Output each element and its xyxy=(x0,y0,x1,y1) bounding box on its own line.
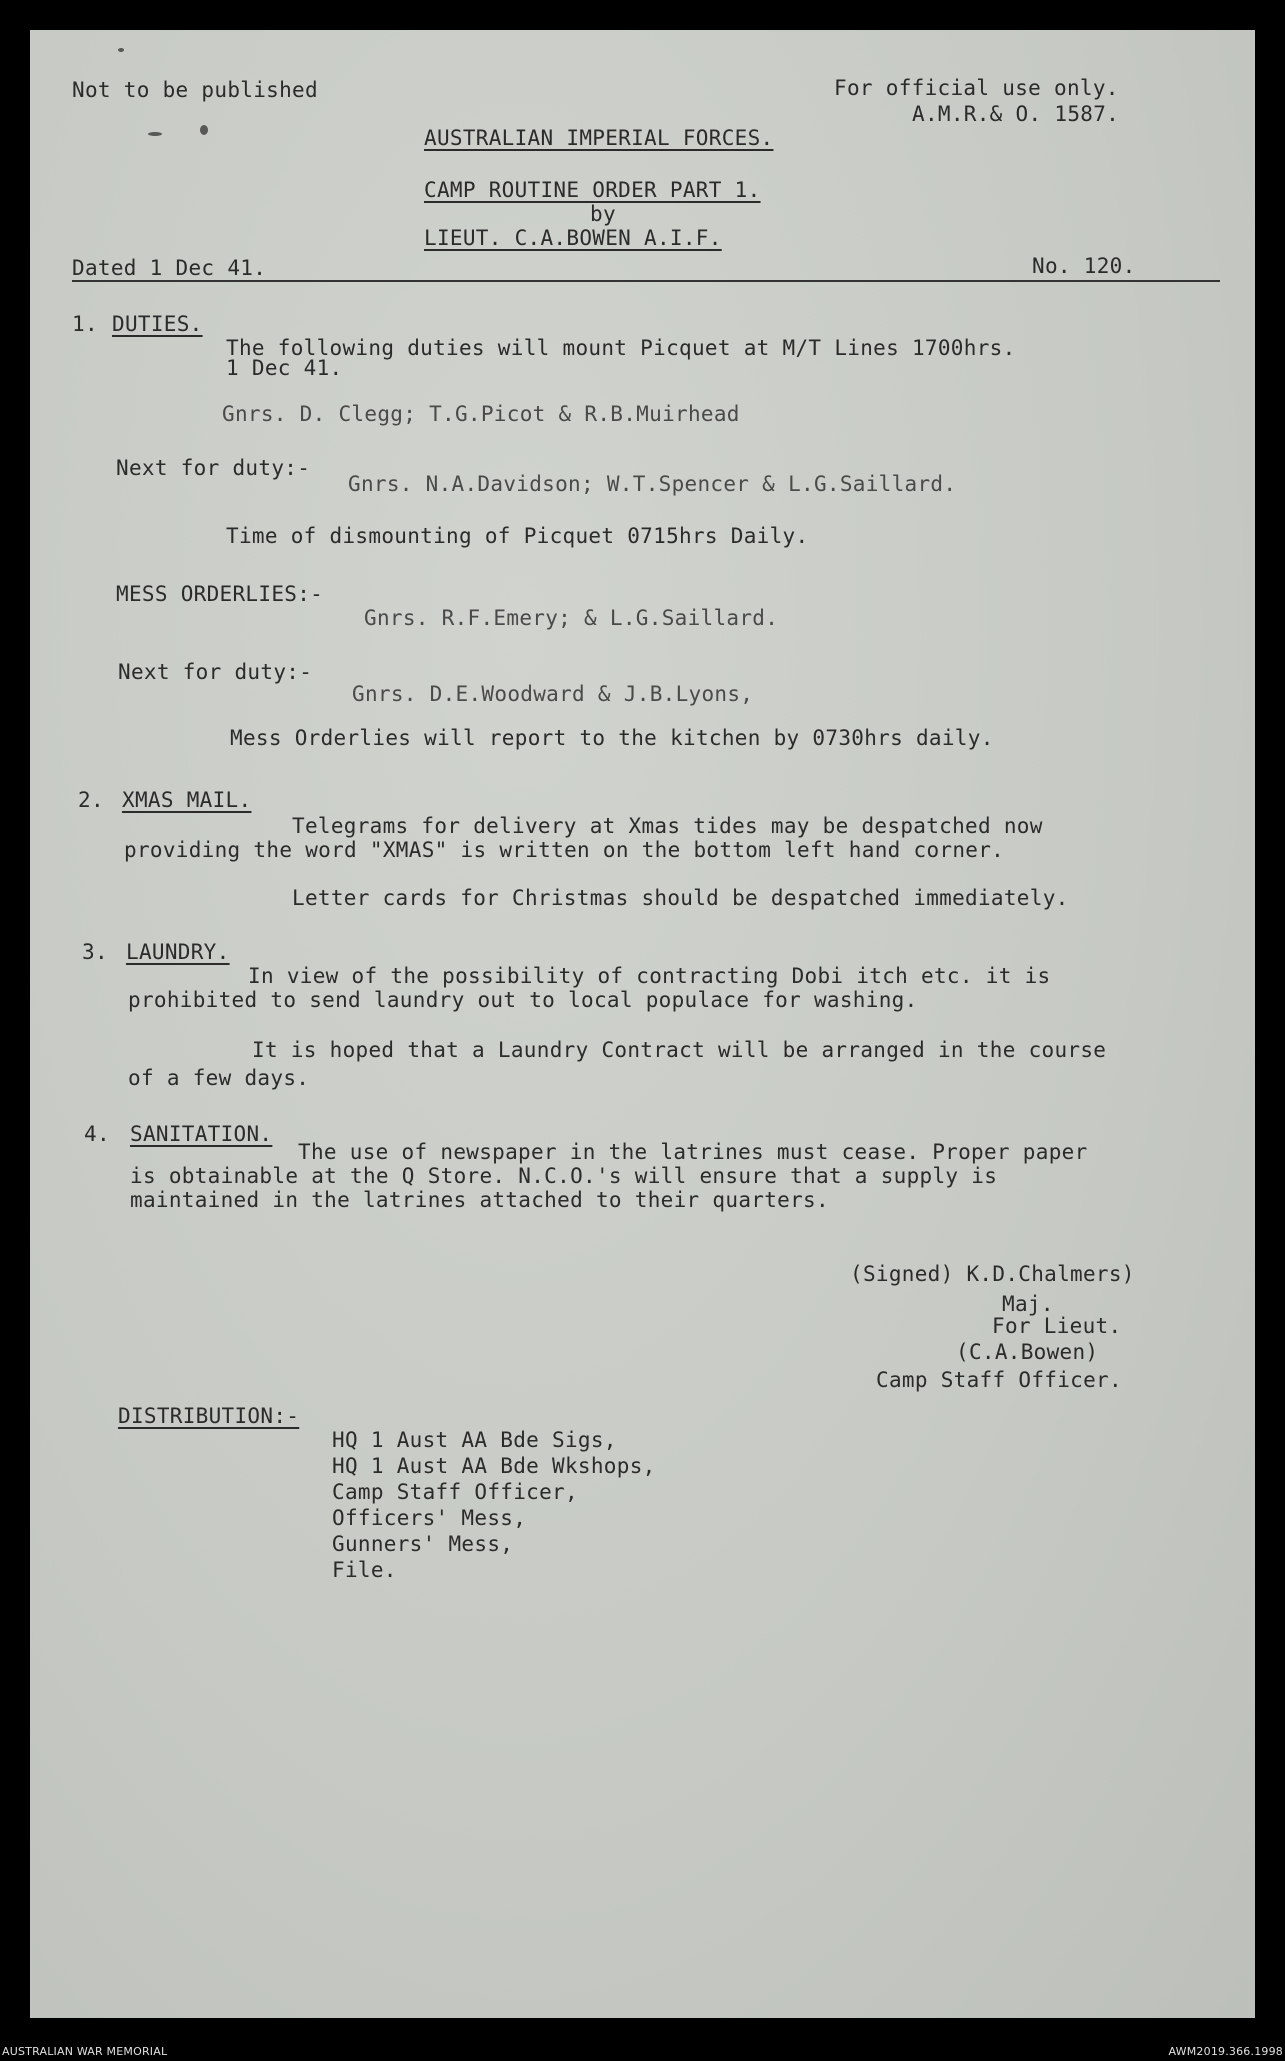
mess-next-gunners: Gnrs. D.E.Woodward & J.B.Lyons, xyxy=(352,682,754,706)
distribution-item: Gunners' Mess, xyxy=(332,1532,514,1556)
section-number: 2. xyxy=(78,788,104,812)
official-use-note: For official use only. xyxy=(834,76,1119,100)
archive-id: AWM2019.366.1998 xyxy=(1168,2045,1283,2058)
duties-date: 1 Dec 41. xyxy=(226,356,343,380)
sanitation-line: The use of newspaper in the latrines must cease. Proper paper xyxy=(298,1140,1088,1164)
ink-mark xyxy=(200,125,208,135)
mess-report-line: Mess Orderlies will report to the kitchen by 0730hrs daily. xyxy=(230,726,994,750)
for-line: For Lieut. xyxy=(992,1314,1122,1338)
sanitation-line: maintained in the latrines attached to their quarters. xyxy=(130,1188,829,1212)
signer-rank: Maj. xyxy=(1002,1292,1054,1316)
laundry-heading: LAUNDRY. xyxy=(126,940,230,964)
section-number: 3. xyxy=(82,940,108,964)
archive-credit: AUSTRALIAN WAR MEMORIAL xyxy=(2,2045,168,2058)
distribution-label: DISTRIBUTION:- xyxy=(118,1404,300,1428)
document-title: AUSTRALIAN IMPERIAL FORCES. xyxy=(424,126,774,150)
by-line: by xyxy=(590,202,616,226)
mess-gunners: Gnrs. R.F.Emery; & L.G.Saillard. xyxy=(364,606,779,630)
officer-title: Camp Staff Officer. xyxy=(876,1368,1122,1392)
reference-number: A.M.R.& O. 1587. xyxy=(912,102,1120,126)
document-page xyxy=(30,30,1255,2018)
mess-orderlies-label: MESS ORDERLIES:- xyxy=(116,582,324,606)
ink-mark xyxy=(148,132,162,136)
issuer-line: LIEUT. C.A.BOWEN A.I.F. xyxy=(424,226,722,250)
duties-heading: DUTIES. xyxy=(112,312,203,336)
not-published-note: Not to be published xyxy=(72,78,318,102)
xmas-line: Telegrams for delivery at Xmas tides may be despatched now xyxy=(292,814,1043,838)
laundry-line: of a few days. xyxy=(128,1066,310,1090)
laundry-line: In view of the possibility of contracting Dobi itch etc. it is xyxy=(248,964,1051,988)
next-duty-gunners: Gnrs. N.A.Davidson; W.T.Spencer & L.G.Saillard. xyxy=(348,472,957,496)
officer-name: (C.A.Bowen) xyxy=(956,1340,1099,1364)
distribution-item: Officers' Mess, xyxy=(332,1506,527,1530)
order-number: No. 120. xyxy=(1032,254,1136,278)
date-line: Dated 1 Dec 41. xyxy=(72,256,267,280)
header-rule xyxy=(72,280,1220,282)
sanitation-line: is obtainable at the Q Store. N.C.O.'s will ensure that a supply is xyxy=(130,1164,998,1188)
distribution-item: Camp Staff Officer, xyxy=(332,1480,578,1504)
laundry-line: It is hoped that a Laundry Contract will be arranged in the course xyxy=(252,1038,1107,1062)
section-number: 1. xyxy=(72,312,98,336)
order-title: CAMP ROUTINE ORDER PART 1. xyxy=(424,178,761,202)
xmas-line: providing the word "XMAS" is written on the bottom left hand corner. xyxy=(124,838,1005,862)
distribution-item: HQ 1 Aust AA Bde Sigs, xyxy=(332,1428,617,1452)
distribution-item: HQ 1 Aust AA Bde Wkshops, xyxy=(332,1454,656,1478)
mess-next-label: Next for duty:- xyxy=(118,660,313,684)
duties-line: The following duties will mount Picquet at M/T Lines 1700hrs. xyxy=(226,336,1016,360)
distribution-item: File. xyxy=(332,1558,397,1582)
section-number: 4. xyxy=(84,1122,110,1146)
signed-line: (Signed) K.D.Chalmers) xyxy=(850,1262,1135,1286)
dismount-time: Time of dismounting of Picquet 0715hrs Daily. xyxy=(226,524,809,548)
ink-mark xyxy=(118,48,124,52)
picquet-gunners: Gnrs. D. Clegg; T.G.Picot & R.B.Muirhead xyxy=(222,402,740,426)
next-duty-label: Next for duty:- xyxy=(116,456,311,480)
xmas-line: Letter cards for Christmas should be despatched immediately. xyxy=(292,886,1069,910)
laundry-line: prohibited to send laundry out to local populace for washing. xyxy=(128,988,918,1012)
sanitation-heading: SANITATION. xyxy=(130,1122,273,1146)
xmas-mail-heading: XMAS MAIL. xyxy=(122,788,252,812)
